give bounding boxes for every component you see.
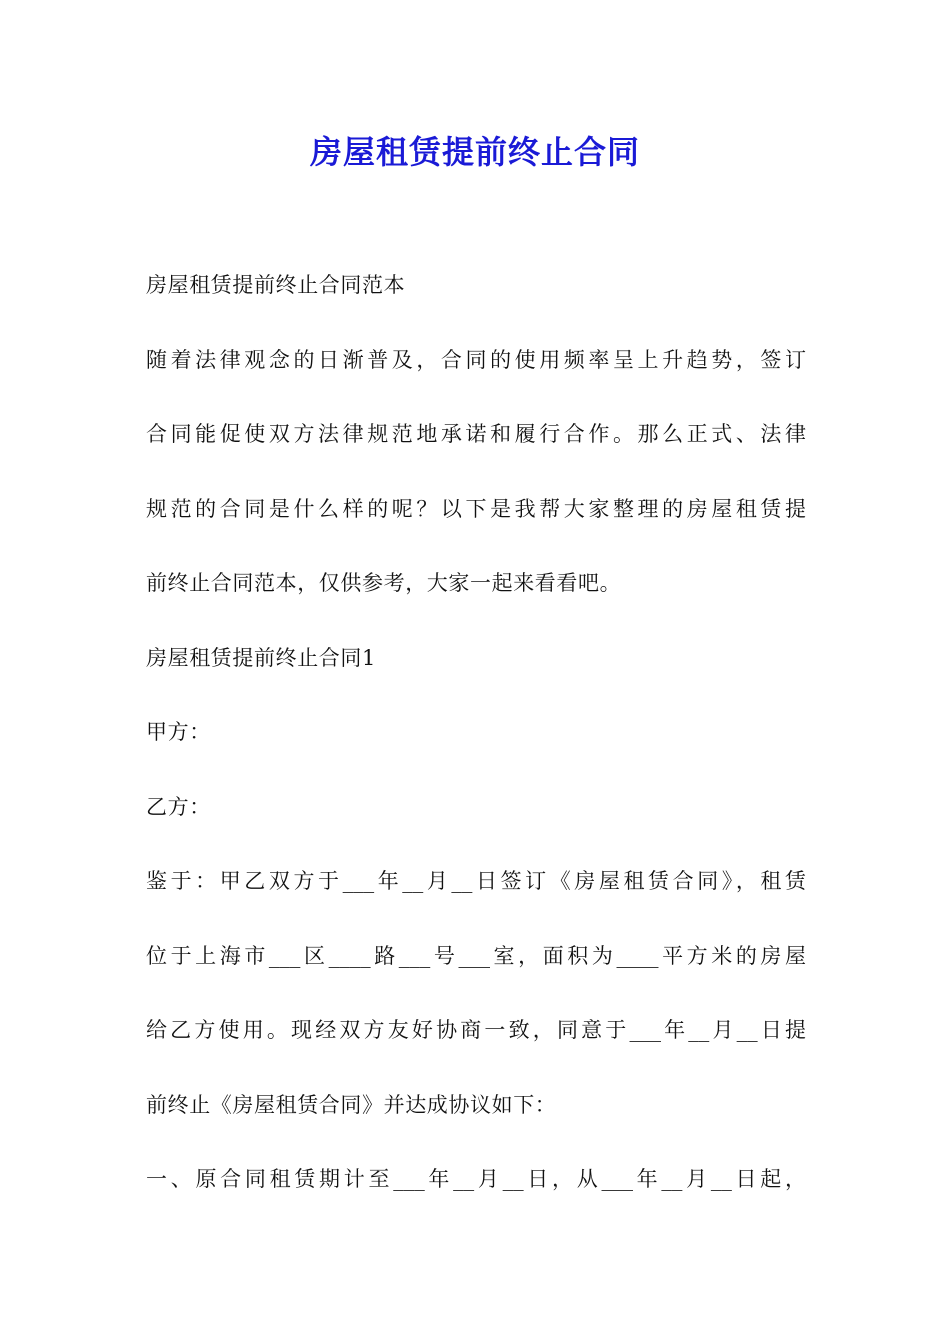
party-a-line: 甲方： [146, 720, 211, 744]
paragraph-line: 随着法律观念的日渐普及，合同的使用频率呈上升趋势，签订 [146, 347, 806, 372]
paragraph-line: 前终止合同范本，仅供参考，大家一起来看看吧。 [146, 571, 622, 595]
paragraph-line: 前终止《房屋租赁合同》并达成协议如下： [146, 1092, 557, 1117]
paragraph-line: 给乙方使用。现经双方友好协商一致，同意于___年__月__日提 [146, 1018, 806, 1042]
paragraph-line: 鉴于：甲乙双方于___年__月__日签订《房屋租赁合同》，租赁 [146, 869, 806, 893]
section-heading: 房屋租赁提前终止合同1 [146, 645, 376, 670]
party-b-line: 乙方： [146, 794, 211, 819]
paragraph-line: 位于上海市___区____路___号___室，面积为____平方米的房屋 [146, 943, 806, 968]
subtitle-line: 房屋租赁提前终止合同范本 [146, 273, 406, 297]
paragraph-line: 合同能促使双方法律规范地承诺和履行合作。那么正式、法律 [146, 422, 806, 446]
document-title: 房屋租赁提前终止合同 [309, 133, 640, 171]
document-body [146, 261, 806, 1230]
clause-line: 一、原合同租赁期计至___年__月__日，从___年__月__日起， [146, 1167, 806, 1191]
paragraph-line: 规范的合同是什么样的呢？以下是我帮大家整理的房屋租赁提 [146, 496, 806, 521]
